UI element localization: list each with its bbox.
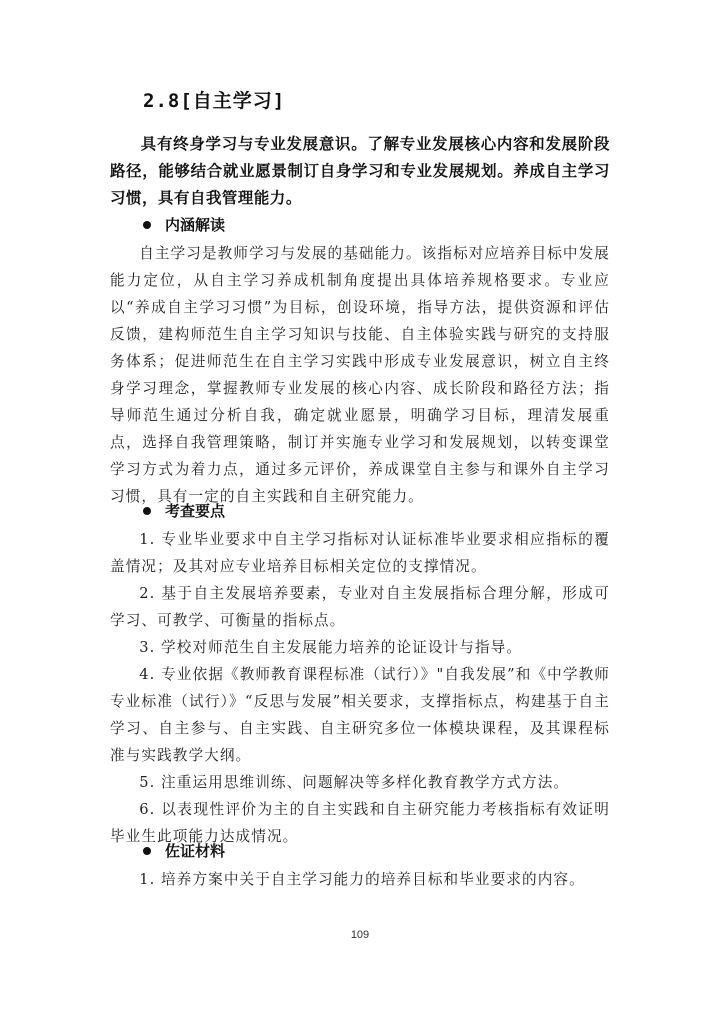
key-points-title: 考查要点 — [165, 502, 226, 520]
interpretation-heading — [143, 214, 225, 235]
key-points-heading — [143, 500, 225, 521]
section-heading: 2.8[自主学习] — [143, 90, 286, 112]
key-point-item: 5. 注重运用思维训练、问题解决等多样化教育教学方式方法。 — [139, 774, 570, 791]
bullet-icon — [143, 507, 151, 515]
evidence-title: 佐证材料 — [165, 842, 226, 860]
key-point-item: 2. 基于自主发展培养要素，专业对自主发展指标合理分解，形成可学习、可教学、可衡量的指标点。 — [110, 585, 610, 629]
evidence-item: 1. 培养方案中关于自主学习能力的培养目标和毕业要求的内容。 — [139, 871, 585, 888]
requirement-statement — [110, 131, 610, 212]
bullet-icon — [143, 847, 151, 855]
key-points-list — [110, 526, 610, 850]
key-point-item: 3. 学校对师范生自主发展能力培养的论证设计与指导。 — [139, 639, 523, 656]
interpretation-title: 内涵解读 — [165, 216, 226, 234]
bullet-icon — [143, 221, 151, 229]
evidence-list — [110, 866, 610, 893]
key-point-item: 1. 专业毕业要求中自主学习指标对认证标准毕业要求相应指标的覆盖情况；及其对应专业培养目标相关定位的支撑情况。 — [110, 531, 610, 575]
key-point-item: 4. 专业依据《教师教育课程标准（试行）》"自我发展”和《中学教师专业标准（试行）》“反思与发展”相关要求，支撑指标点，构建基于自主学习、自主参与、自主实践、自主研究多位一体模块课程，及其课程标准与实践教学大纲。 — [110, 666, 610, 764]
interpretation-paragraph: 自主学习是教师学习与发展的基础能力。该指标对应培养目标中发展能力定位，从自主学习养成机制角度提出具体培养规格要求。专业应以“养成自主学习习惯”为目标，创设环境，指导方法，提供资源和评估反馈，建构师范生自主学习知识与技能、自主体验实践与研究的支持服务体系；促进师范生在自主学习实践中形成专业发展意识，树立自主终身学习理念，掌握教师专业发展的核心内容、成长阶段和路径方法；指导师范生通过分析自我，确定就业愿景，明确学习目标，理清发展重点，选择自我管理策略，制订并实施专业学习和发展规划，以转变课堂学习方式为着力点，通过多元评价，养成课堂自主参与和课外自主学习习惯，具有一定的自主实践和自主研究能力。 — [110, 245, 611, 505]
evidence-heading — [143, 840, 225, 861]
interpretation-body — [110, 240, 610, 510]
requirement-text: 具有终身学习与专业发展意识。了解专业发展核心内容和发展阶段路径，能够结合就业愿景制订自身学习和专业发展规划。养成自主学习习惯，具有自我管理能力。 — [110, 135, 610, 207]
page-number: 109 — [350, 929, 370, 941]
key-point-item: 6. 以表现性评价为主的自主实践和自主研究能力考核指标有效证明毕业生此项能力达成情况。 — [110, 801, 610, 845]
